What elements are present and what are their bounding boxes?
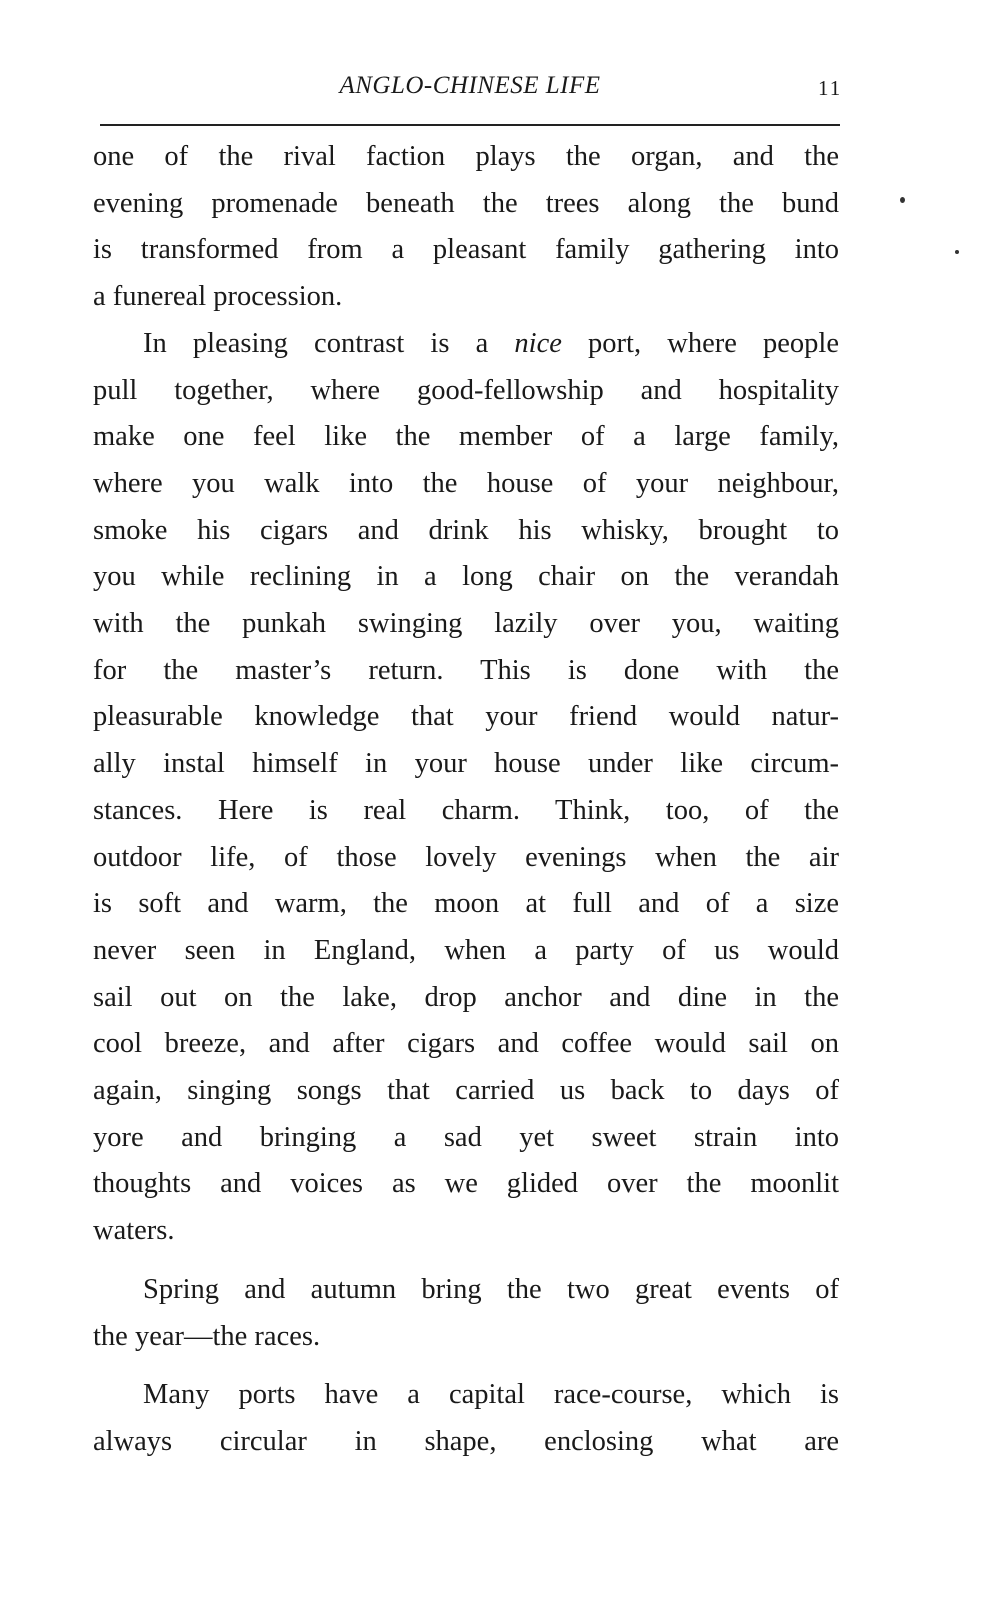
text-line: a funereal procession. [93,281,343,313]
text-line: smoke his cigars and drink his whisky, brought to [93,514,839,546]
text-line: for the master’s return. This is done with the [93,654,839,686]
text-line: never seen in England, when a party of us would [93,934,839,966]
print-speck [900,197,905,203]
text-fragment: In pleasing contrast is a [143,327,515,359]
text-line: where you walk into the house of your neighbour, [93,467,839,499]
paragraph-2 [93,321,839,1255]
text-line: waters. [93,1215,175,1247]
text-line: always circular in shape, enclosing what are [93,1425,839,1457]
text-line: again, singing songs that carried us back to days of [93,1075,839,1107]
text-line: thoughts and voices as we glided over the moonlit [93,1168,839,1200]
page-number: 11 [818,76,843,100]
text-line: make one feel like the member of a large family, [93,421,839,453]
header-rule [100,124,840,126]
text-fragment: port, where people [561,327,839,359]
text-line: is soft and warm, the moon at full and of a size [93,888,839,920]
body-text [93,134,839,1466]
text-line: outdoor life, of those lovely evenings when the air [93,841,839,873]
text-line: you while reclining in a long chair on the verandah [93,561,839,593]
paragraph-3 [93,1267,839,1360]
text-line-with-italic [93,321,839,368]
text-line: the year—the races. [93,1320,321,1352]
italic-word: nice [514,327,562,359]
text-line: with the punkah swinging lazily over you, waiting [93,608,839,640]
text-line: yore and bringing a sad yet sweet strain into [93,1121,839,1153]
text-line: one of the rival faction plays the organ, and the [93,141,839,172]
running-title: ANGLO-CHINESE LIFE [339,72,601,99]
text-line: is transformed from a pleasant family gathering into [93,234,839,266]
text-line: Spring and autumn bring the two great events of [143,1273,839,1305]
text-line: Many ports have a capital race-course, which is [143,1379,839,1411]
paragraph-4 [93,1372,839,1465]
text-line: cool breeze, and after cigars and coffee would sail on [93,1028,839,1060]
text-line: pull together, where good-fellowship and hospitality [93,374,839,406]
text-line: stances. Here is real charm. Think, too, of the [93,794,839,826]
text-line: evening promenade beneath the trees along the bund [93,187,839,219]
print-speck [955,250,959,254]
text-line: sail out on the lake, drop anchor and dine in the [93,981,839,1013]
paragraph-1 [93,134,839,321]
text-line: ally instal himself in your house under like circum- [93,748,839,780]
text-line: pleasurable knowledge that your friend would natur- [93,701,839,733]
